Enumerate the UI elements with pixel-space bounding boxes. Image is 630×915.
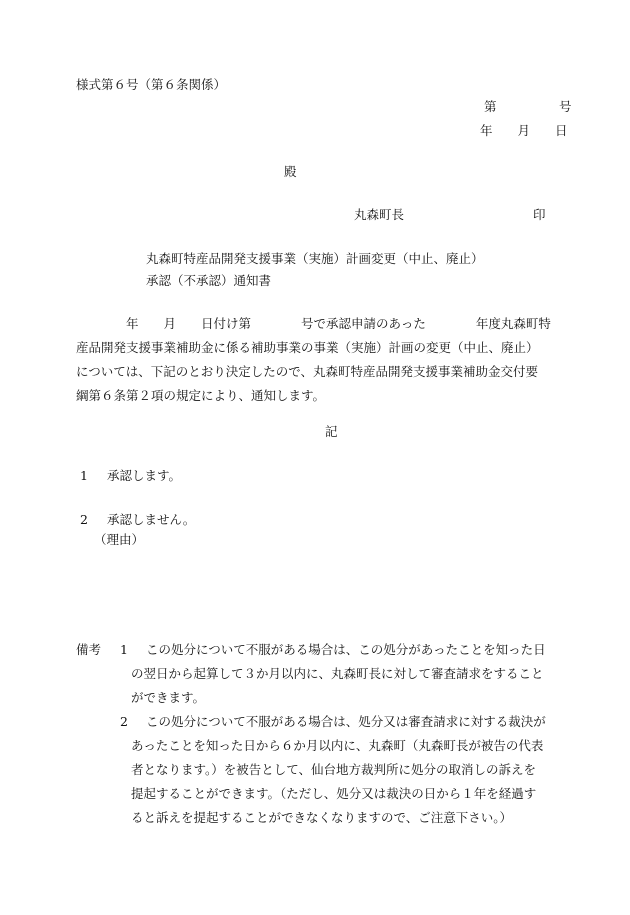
body-line: 産品開発支援事業補助金に係る補助事業の事業（実施）計画の変更（中止、廃止）: [76, 340, 539, 355]
note-line: ると訴えを提起することができなくなりますので、ご注意下さい。）: [131, 810, 513, 825]
item-number: 2: [80, 512, 88, 527]
reason-label: （理由）: [94, 532, 145, 547]
note-line: この処分について不服がある場合は、この処分があったことを知った日: [146, 642, 546, 657]
item-text: 承認しません。: [107, 512, 196, 527]
note-number: 2: [120, 714, 128, 729]
ki-heading: 記: [325, 424, 338, 439]
note-line: この処分について不服がある場合は、処分又は審査請求に対する裁決が: [146, 714, 546, 729]
item-text: 承認します。: [107, 468, 182, 483]
note-line: ができます。: [131, 690, 206, 705]
note-line: あったことを知った日から６か月以内に、丸森町（丸森町長が被告の代表: [131, 738, 544, 753]
date-line: 年 月 日: [480, 123, 568, 138]
seal: 印: [533, 207, 546, 222]
note-line: の翌日から起算して３か月以内に、丸森町長に対して審査請求をすること: [131, 666, 544, 681]
sender: 丸森町長: [354, 207, 405, 222]
title-line-2: 承認（不承認）通知書: [146, 273, 272, 288]
body-line: 年 月 日付け第 号で承認申請のあった 年度丸森町特: [76, 316, 551, 331]
notes-label: 備考: [76, 642, 102, 657]
item-number: 1: [80, 468, 88, 483]
note-number: 1: [120, 642, 128, 657]
form-label: 様式第６号（第６条関係）: [76, 77, 227, 92]
document-number: 第 号: [484, 99, 572, 114]
note-line: 者となります。）を被告として、仙台地方裁判所に処分の取消しの訴えを: [131, 762, 537, 777]
title-line-1: 丸森町特産品開発支援事業（実施）計画変更（中止、廃止）: [146, 251, 484, 266]
item-approve: [80, 468, 182, 483]
item-reject: [80, 512, 196, 527]
body-line: 綱第６条第２項の規定により、通知します。: [76, 388, 326, 403]
body-line: については、下記のとおり決定したので、丸森町特産品開発支援事業補助金交付要: [76, 364, 539, 379]
note-line: 提起することができます。（ただし、処分又は裁決の日から１年を経過す: [131, 786, 537, 801]
body-paragraph: [76, 312, 590, 408]
addressee: 殿: [284, 164, 297, 179]
